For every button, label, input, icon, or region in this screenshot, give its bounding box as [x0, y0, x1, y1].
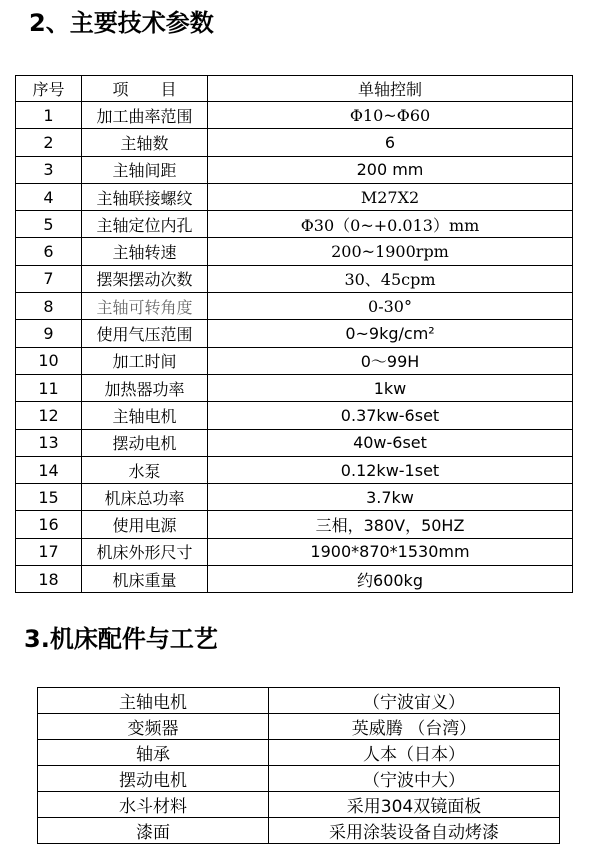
- row-item: 机床重量: [82, 566, 208, 593]
- table-row: [16, 538, 573, 565]
- row-value: M27X2: [208, 183, 573, 210]
- part-name: 水斗材料: [38, 792, 269, 818]
- row-no: 18: [16, 566, 82, 593]
- row-value: 约600kg: [208, 566, 573, 593]
- table-row: [16, 456, 573, 483]
- row-value: 1kw: [208, 374, 573, 401]
- row-no: 15: [16, 484, 82, 511]
- row-item: 加工时间: [82, 347, 208, 374]
- row-no: 6: [16, 238, 82, 265]
- row-no: 2: [16, 129, 82, 156]
- row-no: 14: [16, 456, 82, 483]
- row-item: 主轴可转角度: [82, 293, 208, 320]
- table-row: [16, 238, 573, 265]
- table-row: [16, 511, 573, 538]
- table-row: [16, 293, 573, 320]
- part-spec: 采用304双镜面板: [269, 792, 560, 818]
- table-row: [38, 792, 560, 818]
- row-item: 摆架摆动次数: [82, 265, 208, 292]
- row-item: 加热器功率: [82, 374, 208, 401]
- row-value: 40w-6set: [208, 429, 573, 456]
- row-no: 16: [16, 511, 82, 538]
- part-spec: 英威腾 （台湾）: [269, 714, 560, 740]
- row-value: 30、45cpm: [208, 265, 573, 292]
- row-item: 主轴数: [82, 129, 208, 156]
- row-value: 0.37kw-6set: [208, 402, 573, 429]
- row-no: 1: [16, 102, 82, 129]
- part-name: 漆面: [38, 818, 269, 844]
- row-no: 7: [16, 265, 82, 292]
- table-row: [16, 211, 573, 238]
- row-item: 机床外形尺寸: [82, 538, 208, 565]
- row-value: Φ30（0~+0.013）mm: [208, 211, 573, 238]
- row-value: 0~9kg/cm²: [208, 320, 573, 347]
- table-row: [38, 688, 560, 714]
- table-row: [16, 402, 573, 429]
- table-row: [16, 183, 573, 210]
- part-name: 摆动电机: [38, 766, 269, 792]
- table-row: [16, 566, 573, 593]
- row-item: 主轴间距: [82, 156, 208, 183]
- section-title-params: 2、主要技术参数: [29, 9, 214, 37]
- table-header-row: [16, 76, 573, 102]
- row-item: 摆动电机: [82, 429, 208, 456]
- row-value: 200~1900rpm: [208, 238, 573, 265]
- params-table: [15, 75, 573, 593]
- row-value: 200 mm: [208, 156, 573, 183]
- row-no: 13: [16, 429, 82, 456]
- table-row: [16, 265, 573, 292]
- table-row: [16, 347, 573, 374]
- row-item: 水泵: [82, 456, 208, 483]
- row-no: 17: [16, 538, 82, 565]
- table-row: [38, 740, 560, 766]
- header-no: 序号: [16, 76, 82, 102]
- part-spec: （宁波中大）: [269, 766, 560, 792]
- row-value: Φ10~Φ60: [208, 102, 573, 129]
- table-row: [16, 320, 573, 347]
- row-value: 0～99H: [208, 347, 573, 374]
- row-no: 11: [16, 374, 82, 401]
- table-row: [16, 102, 573, 129]
- row-item: 使用电源: [82, 511, 208, 538]
- row-no: 8: [16, 293, 82, 320]
- row-no: 4: [16, 183, 82, 210]
- row-item: 主轴电机: [82, 402, 208, 429]
- table-row: [16, 429, 573, 456]
- row-value: 3.7kw: [208, 484, 573, 511]
- row-no: 12: [16, 402, 82, 429]
- row-no: 3: [16, 156, 82, 183]
- row-item: 使用气压范围: [82, 320, 208, 347]
- part-name: 变频器: [38, 714, 269, 740]
- row-item: 机床总功率: [82, 484, 208, 511]
- row-value: 三相，380V，50HZ: [208, 511, 573, 538]
- table-row: [38, 766, 560, 792]
- part-name: 主轴电机: [38, 688, 269, 714]
- row-no: 5: [16, 211, 82, 238]
- table-row: [16, 129, 573, 156]
- part-spec: 采用涂装设备自动烤漆: [269, 818, 560, 844]
- header-value: 单轴控制: [208, 76, 573, 102]
- row-item: 主轴转速: [82, 238, 208, 265]
- table-row: [16, 156, 573, 183]
- row-value: 1900*870*1530mm: [208, 538, 573, 565]
- row-no: 10: [16, 347, 82, 374]
- header-item: 项 目: [82, 76, 208, 102]
- row-item: 加工曲率范围: [82, 102, 208, 129]
- row-no: 9: [16, 320, 82, 347]
- row-item: 主轴联接螺纹: [82, 183, 208, 210]
- section-title-parts: 3.机床配件与工艺: [24, 625, 218, 653]
- parts-table: [37, 687, 560, 844]
- part-name: 轴承: [38, 740, 269, 766]
- table-row: [38, 818, 560, 844]
- row-value: 6: [208, 129, 573, 156]
- table-row: [16, 374, 573, 401]
- row-value: 0-30°: [208, 293, 573, 320]
- row-value: 0.12kw-1set: [208, 456, 573, 483]
- row-item: 主轴定位内孔: [82, 211, 208, 238]
- part-spec: （宁波宙义）: [269, 688, 560, 714]
- table-row: [16, 484, 573, 511]
- table-row: [38, 714, 560, 740]
- part-spec: 人本（日本）: [269, 740, 560, 766]
